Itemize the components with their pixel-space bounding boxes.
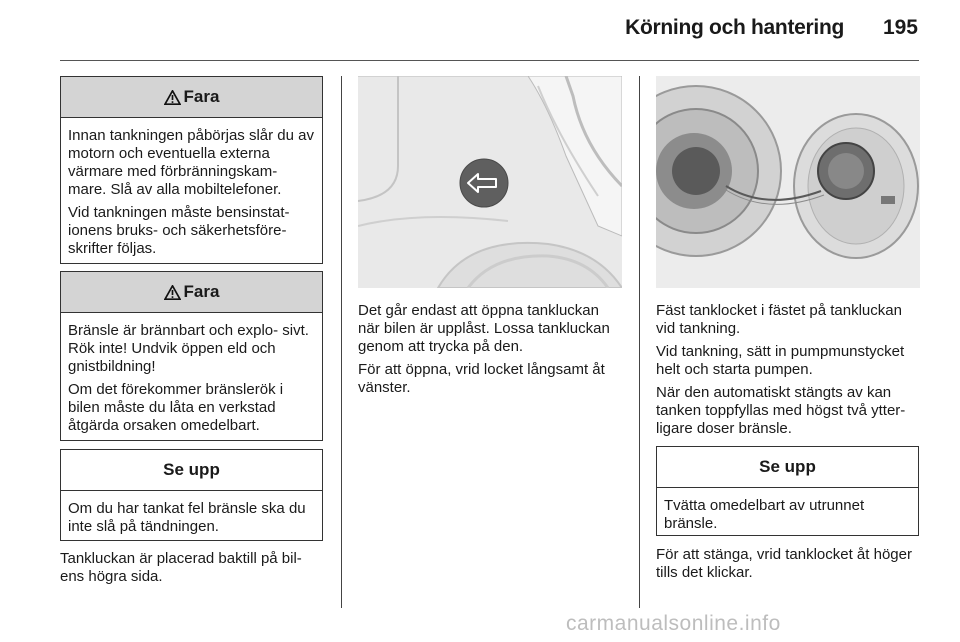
car-rear-side-drawing	[358, 76, 622, 288]
caution-box-header	[61, 450, 322, 491]
danger-box	[60, 271, 323, 441]
column-divider	[341, 76, 342, 608]
warning-triangle-icon	[164, 285, 181, 300]
caution-text: Om du har tankat fel bränsle ska du inte slå på tändningen.	[68, 500, 306, 535]
danger-text: Innan tankningen påbörjas slår du av motorn och eventuella externa värmare med förbränningskam- mare. Slå av alla mobiltelefoner.	[68, 127, 315, 198]
warning-triangle-icon	[164, 90, 181, 105]
danger-heading: Fara	[183, 282, 220, 301]
caution-heading: Se upp	[163, 460, 220, 479]
caution-box	[656, 446, 919, 536]
body-paragraph: Tankluckan är placerad baktill på bil- ens högra sida.	[60, 550, 302, 585]
danger-text: Vid tankningen måste bensinstat- ionens bruks- och säkerhetsföre- skrifter följas.	[68, 204, 290, 257]
fuel-cap-illustration	[656, 76, 920, 288]
body-text	[60, 550, 325, 591]
body-paragraph: Vid tankning, sätt in pumpmunstycket helt och starta pumpen.	[656, 343, 905, 378]
body-paragraph: För att stänga, vrid tanklocket åt höger tills det klickar.	[656, 546, 912, 581]
caution-text: Tvätta omedelbart av utrunnet bränsle.	[664, 497, 865, 532]
caution-box	[60, 449, 323, 541]
watermark-text: carmanualsonline.info	[566, 612, 781, 635]
danger-text: Bränsle är brännbart och explo- sivt. Rök inte! Undvik öppen eld och gnistbildning!	[68, 322, 309, 375]
body-text	[358, 302, 623, 402]
page-number: 195	[882, 16, 918, 39]
danger-text: Om det förekommer bränslerök i bilen måste du låta en verkstad åtgärda orsaken omedelbart.	[68, 381, 284, 434]
danger-box	[60, 76, 323, 264]
column-divider	[639, 76, 640, 608]
body-paragraph: Det går endast att öppna tankluckan när bilen är upplåst. Lossa tankluckan genom att trycka på den.	[358, 302, 610, 355]
body-text	[656, 546, 921, 587]
header-divider	[60, 60, 919, 61]
caution-heading: Se upp	[759, 457, 816, 476]
danger-box-header	[61, 77, 322, 118]
danger-heading: Fara	[183, 87, 220, 106]
body-paragraph: När den automatiskt stängts av kan tanken toppfyllas med högst två ytter- ligare doser bränsle.	[656, 384, 906, 437]
body-text	[656, 302, 924, 443]
caution-box-header	[657, 447, 918, 488]
fuel-door-illustration	[358, 76, 622, 288]
section-title: Körning och hantering	[625, 16, 844, 39]
body-paragraph: Fäst tanklocket i fästet på tankluckan vid tankning.	[656, 302, 902, 337]
fuel-cap-drawing	[656, 76, 920, 288]
danger-box-header	[61, 272, 322, 313]
body-paragraph: För att öppna, vrid locket långsamt åt vänster.	[358, 361, 605, 396]
